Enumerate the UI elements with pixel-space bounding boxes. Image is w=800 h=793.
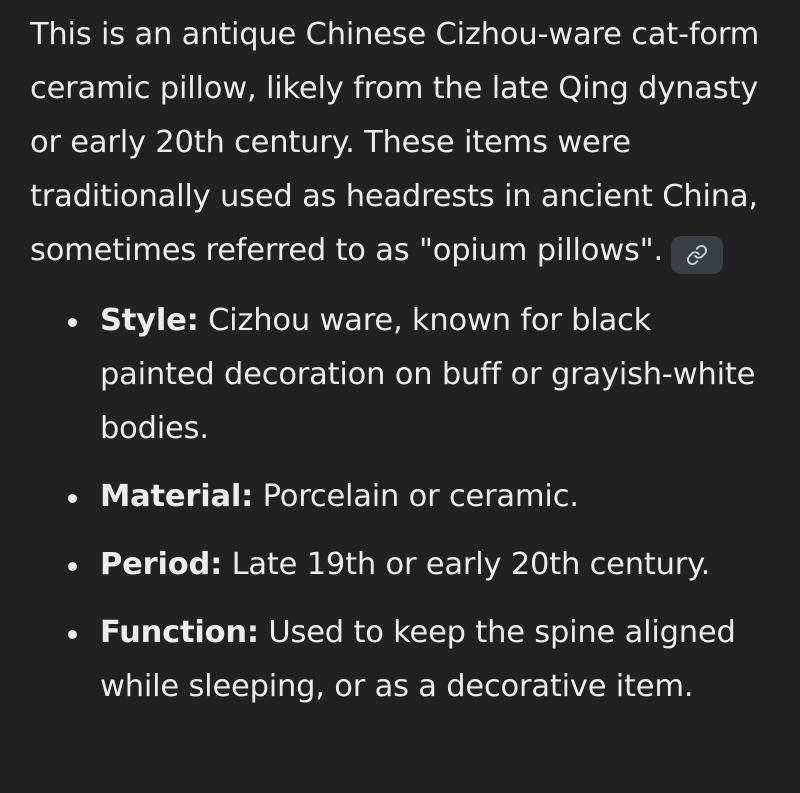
bullet-dot-icon — [68, 494, 77, 503]
list-item-label: Function: — [100, 615, 259, 650]
list-item-label: Period: — [100, 547, 223, 582]
response-paragraph-text: This is an antique Chinese Cizhou-ware cat-form ceramic pillow, likely from the late Qing dynasty or early 20th century. These items were traditionally used as headrests in ancient China, sometimes referred to as "opium pillows". — [30, 17, 760, 268]
list-item — [30, 606, 770, 714]
list-item-text: Used to keep the spine aligned while sleeping, or as a decorative item. — [100, 615, 736, 704]
list-item-text: Porcelain or ceramic. — [253, 479, 579, 514]
list-item-label: Style: — [100, 303, 199, 338]
link-icon[interactable] — [671, 236, 723, 274]
list-item-text: Late 19th or early 20th century. — [222, 547, 711, 582]
list-item — [30, 294, 770, 456]
bullet-dot-icon — [68, 630, 77, 639]
list-item-label: Material: — [100, 479, 254, 514]
attributes-list — [30, 294, 770, 714]
list-item-text: Cizhou ware, known for black painted decoration on buff or grayish-white bodies. — [100, 303, 756, 446]
bullet-dot-icon — [68, 318, 77, 327]
list-item — [30, 538, 770, 592]
response-paragraph — [30, 8, 770, 278]
bullet-dot-icon — [68, 562, 77, 571]
list-item — [30, 470, 770, 524]
